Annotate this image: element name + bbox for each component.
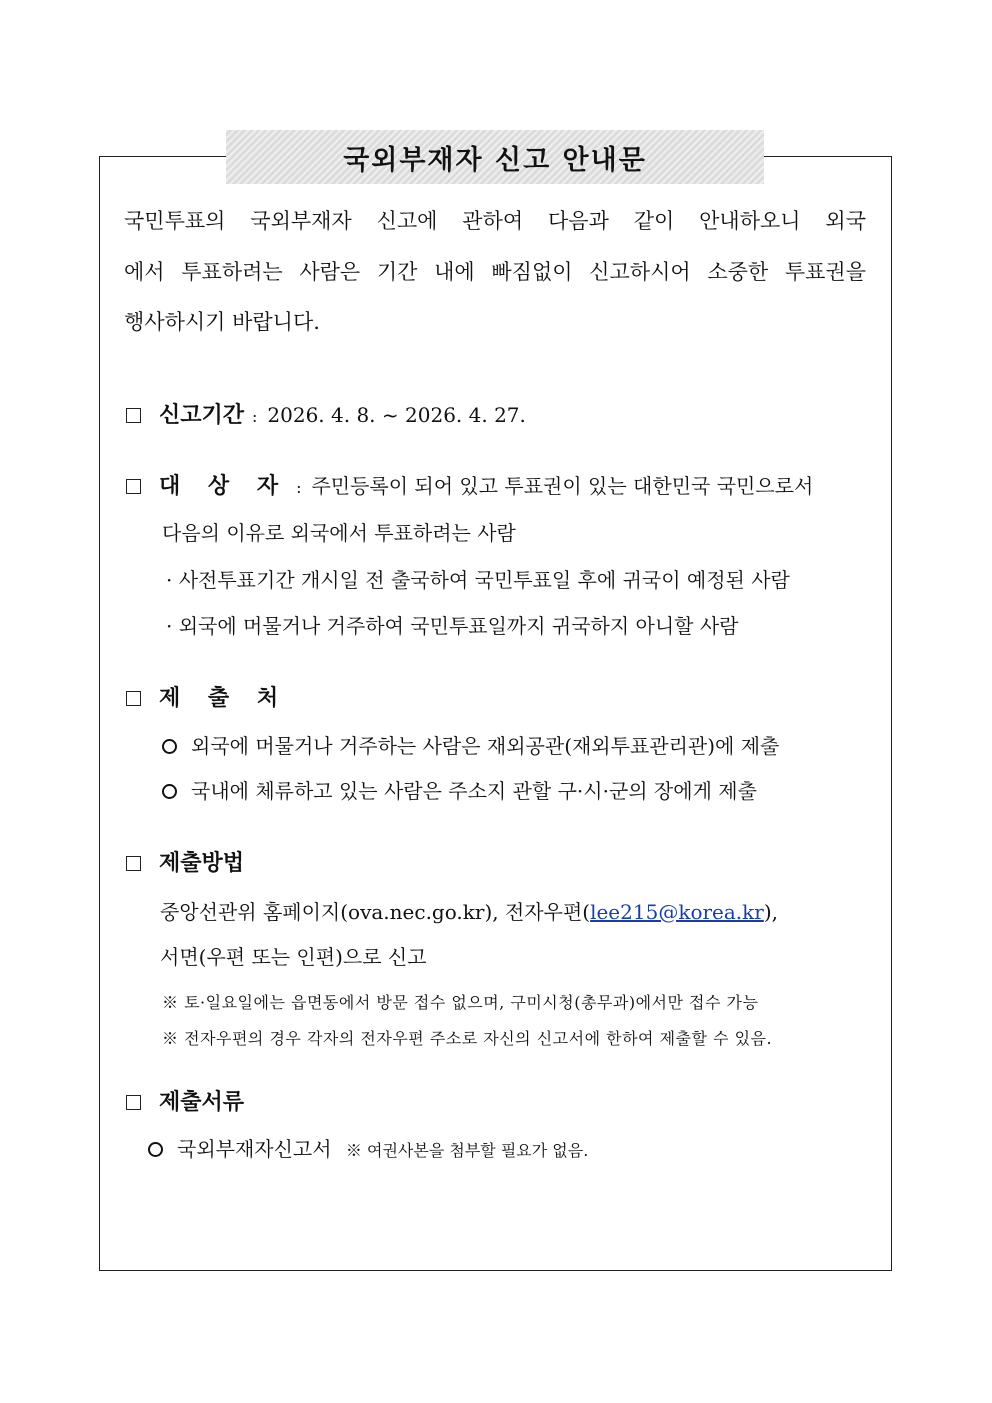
method-heading: 제출방법: [159, 851, 245, 876]
square-bullet-icon: [126, 408, 141, 423]
method-line-1-suffix: ),: [763, 900, 779, 924]
target-colon: :: [296, 478, 302, 497]
documents-note: ※ 여권사본을 첨부할 필요가 없음.: [345, 1141, 589, 1160]
method-line-1: [160, 900, 778, 924]
submit-to-heading: 제 출 처: [159, 686, 289, 711]
method-row: [126, 851, 244, 877]
circle-bullet-icon: [162, 784, 177, 799]
intro-line-1: 국민투표의 국외부재자 신고에 관하여 다음과 같이 안내하오니 외국: [124, 209, 866, 233]
period-colon: :: [252, 407, 258, 426]
square-bullet-icon: [126, 856, 141, 871]
method-line-1-prefix: 중앙선관위 홈페이지(ova.nec.go.kr), 전자우편(: [160, 900, 591, 924]
title-banner: [226, 130, 764, 184]
target-line-2: 다음의 이유로 외국에서 투표하려는 사람: [162, 521, 516, 545]
period-row: [126, 403, 526, 429]
method-note-1: ※ 토·일요일에는 읍면동에서 방문 접수 없으며, 구미시청(총무과)에서만 접수 가능: [162, 993, 759, 1012]
square-bullet-icon: [126, 479, 141, 494]
submit-to-item-1: [162, 734, 779, 758]
period-heading: 신고기간: [159, 403, 245, 428]
documents-item-text: 국외부재자신고서: [177, 1137, 332, 1161]
submit-to-item-2: [162, 779, 757, 803]
circle-bullet-icon: [148, 1142, 163, 1157]
target-heading: 대 상 자: [159, 474, 289, 499]
circle-bullet-icon: [162, 739, 177, 754]
period-value: 2026. 4. 8. ~ 2026. 4. 27.: [267, 403, 526, 427]
intro-line-2: 에서 투표하려는 사람은 기간 내에 빠짐없이 신고하시어 소중한 투표권을: [124, 260, 866, 284]
submit-to-item-text: 외국에 머물거나 거주하는 사람은 재외공관(재외투표관리관)에 제출: [191, 734, 780, 758]
method-note-2: ※ 전자우편의 경우 각자의 전자우편 주소로 자신의 신고서에 한하여 제출할 수 있음.: [162, 1029, 773, 1048]
target-bullet-1: · 사전투표기간 개시일 전 출국하여 국민투표일 후에 귀국이 예정된 사람: [166, 568, 790, 592]
square-bullet-icon: [126, 691, 141, 706]
target-line-1: 주민등록이 되어 있고 투표권이 있는 대한민국 국민으로서: [311, 474, 814, 498]
target-row: [126, 474, 866, 500]
submit-to-item-text: 국내에 체류하고 있는 사람은 주소지 관할 구·시·군의 장에게 제출: [191, 779, 757, 803]
target-bullet-2: · 외국에 머물거나 거주하여 국민투표일까지 귀국하지 아니할 사람: [166, 614, 739, 638]
method-line-2: 서면(우편 또는 인편)으로 신고: [160, 945, 427, 969]
documents-heading: 제출서류: [159, 1090, 245, 1115]
documents-row: [126, 1090, 244, 1116]
submit-to-row: [126, 686, 288, 712]
intro-line-3: 행사하시기 바랍니다.: [124, 310, 320, 334]
documents-item: [148, 1137, 588, 1161]
square-bullet-icon: [126, 1095, 141, 1110]
page-title: 국외부재자 신고 안내문: [343, 144, 647, 176]
email-link[interactable]: lee215@korea.kr: [590, 900, 764, 924]
